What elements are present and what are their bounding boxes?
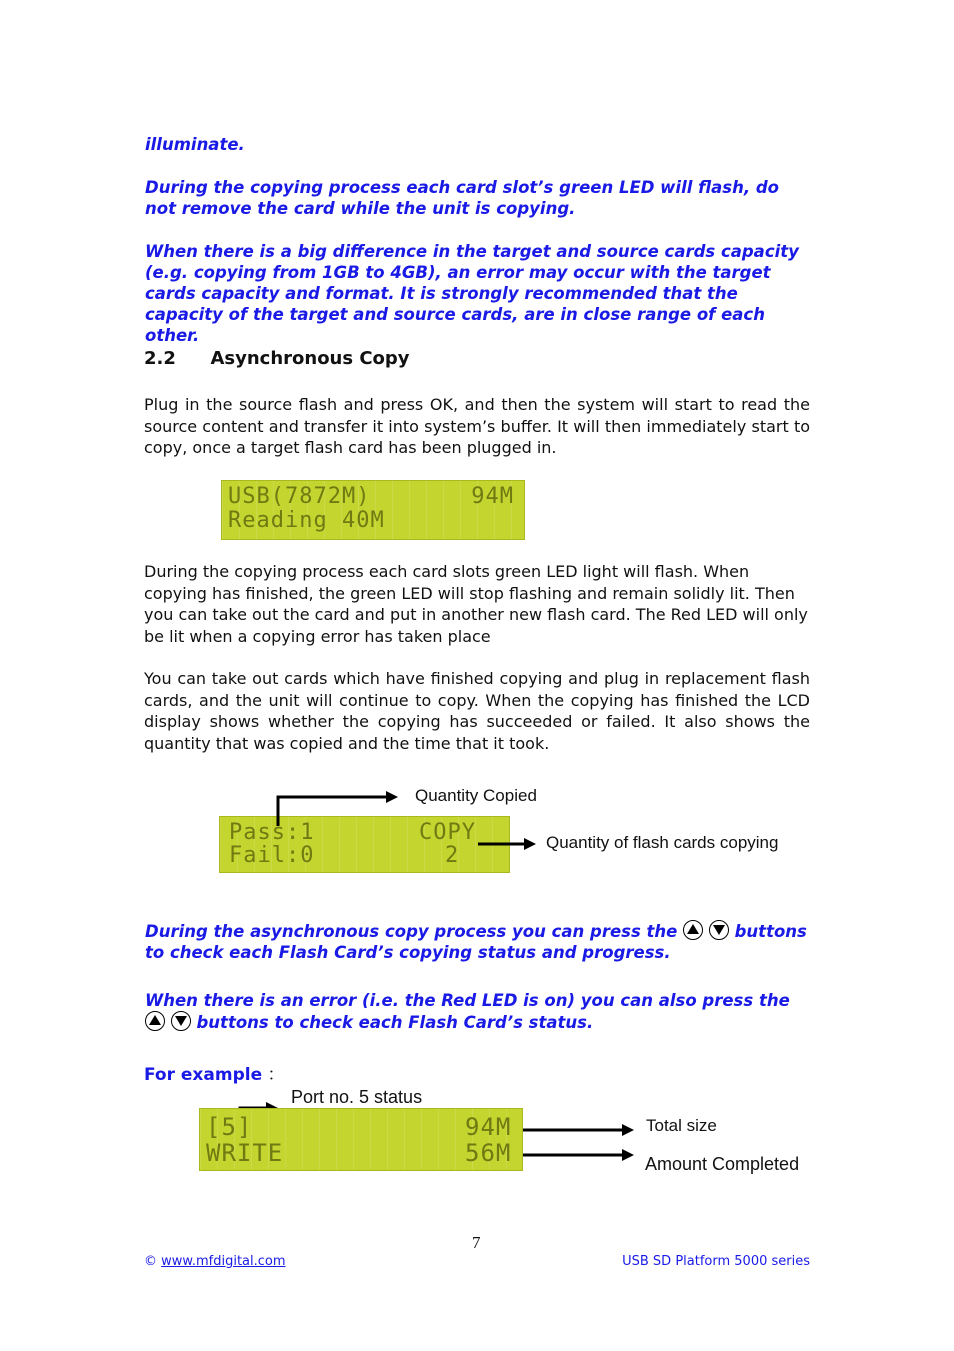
label-amount-completed: Amount Completed (645, 1154, 800, 1174)
lcd-line2: Reading 40M (228, 508, 385, 533)
lcd-total-size: 94M (465, 1113, 512, 1141)
label-port-status: Port no. 5 status (291, 1087, 423, 1107)
label-quantity-copied: Quantity Copied (415, 786, 537, 805)
note-error-buttons (145, 990, 815, 1033)
example-label: For example (144, 1065, 263, 1085)
note-error-text-a: When there is an error (i.e. the Red LED is on) you can also press the (145, 991, 790, 1010)
down-arrow-button-icon (709, 920, 729, 940)
note-capacity-warning: When there is a big difference in the target and source cards capacity (e.g. copying from 1GB to 4GB), an error may occur with the target cards capacity and format. It is strongly recommended that the capacity of the target and source cards, are in close range of each other. (145, 242, 799, 345)
note-async-text-b: buttons to check each Flash Card’s copying status and progress. (145, 922, 807, 962)
lcd-copy: COPY (419, 820, 476, 845)
example-heading (144, 1060, 285, 1085)
note-led-flash: During the copying process each card slot’s green LED will flash, do not remove the card while the unit is copying. (145, 178, 779, 218)
arrow-total-size (514, 1124, 634, 1136)
arrow-quantity-copied (278, 791, 398, 826)
label-quantity-copying: Quantity of flash cards copying (546, 833, 779, 852)
section-title: Asynchronous Copy (210, 348, 410, 369)
lcd-line1-right: 94M (471, 484, 514, 509)
note-error-text-b: buttons to check each Flash Card’s status. (196, 1013, 594, 1032)
note-illuminate: illuminate. (145, 135, 245, 154)
lcd-line1-left: USB(7872M) (228, 484, 371, 509)
arrow-quantity-copying (478, 838, 536, 850)
paragraph-led-status: During the copying process each card slots green LED light will flash. When copying has finished, the green LED will stop flashing and remain solidly lit. Then you can take out the card and put in another new flash card. The Red LED will only be lit when a copying error has taken place (144, 562, 808, 646)
lcd-write: WRITE (206, 1139, 284, 1167)
down-arrow-button-icon (171, 1011, 191, 1031)
copyright-symbol: © (144, 1254, 157, 1269)
paragraph-plug-in: Plug in the source flash and press OK, and then the system will start to read the source content and transfer it into system’s buffer. It will then immediately start to copy, once a target flash card has been plugged in. (144, 395, 810, 457)
website-link[interactable]: www.mfdigital.com (161, 1254, 286, 1269)
label-total-size: Total size (646, 1116, 717, 1135)
up-arrow-button-icon (683, 920, 703, 940)
example-colon: ： (267, 1065, 285, 1085)
lcd-amount-completed: 56M (465, 1139, 512, 1167)
paragraph-replace-cards: You can take out cards which have finished copying and plug in replacement flash cards, and the unit will continue to copy. When the copying has finished the LCD display shows whether the copying has succeeded or failed. It also shows the quantity that was copied and the time that it took. (144, 669, 810, 753)
section-number: 2.2 (144, 348, 176, 369)
lcd-pass: Pass:1 (229, 820, 315, 845)
note-async-text-a: During the asynchronous copy process you can press the (145, 922, 678, 941)
lcd-fail: Fail:0 (229, 843, 315, 868)
arrow-amount-completed (514, 1149, 634, 1161)
lcd-copy-count: 2 (445, 843, 460, 868)
lcd-port-status-display (199, 1108, 523, 1171)
footer-left (144, 1254, 286, 1269)
up-arrow-button-icon (145, 1011, 165, 1031)
lcd-port-number: [5] (206, 1113, 253, 1141)
page-number: 7 (472, 1233, 481, 1252)
footer-product: USB SD Platform 5000 series (622, 1254, 810, 1269)
note-async-buttons (145, 920, 815, 963)
